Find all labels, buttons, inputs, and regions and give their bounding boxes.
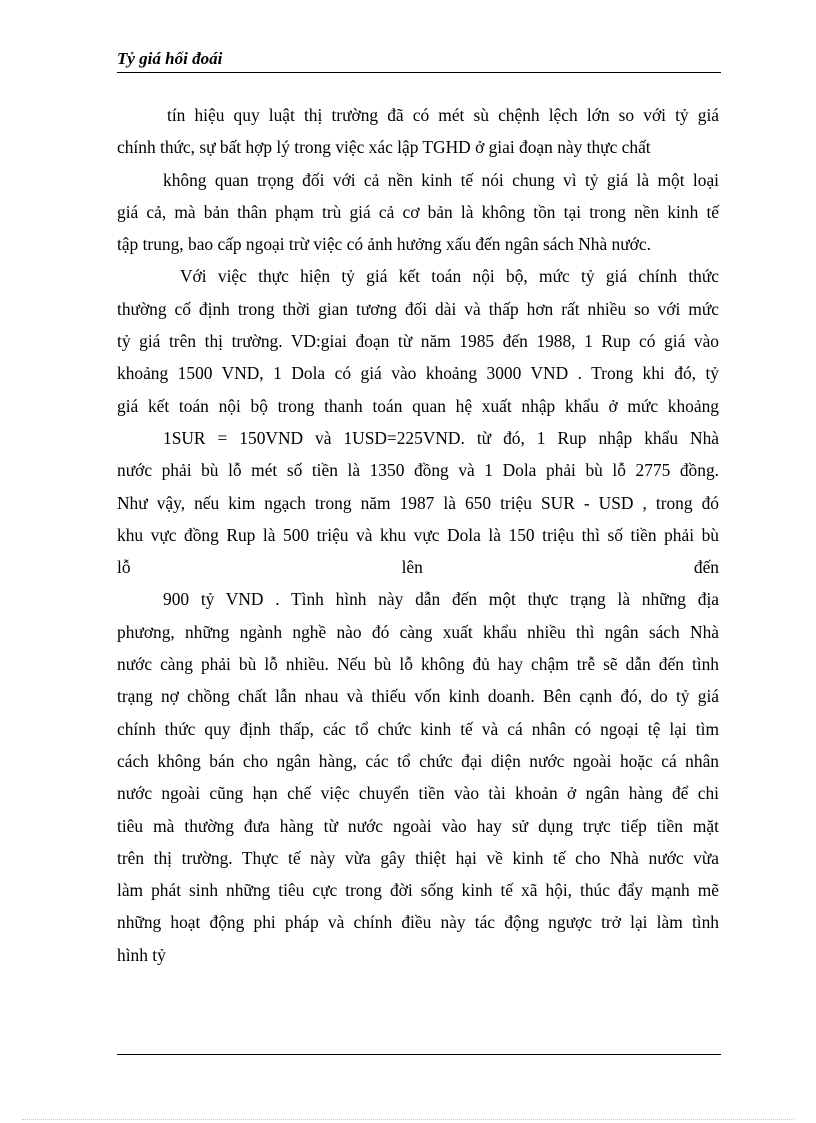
text-line: 900 tỷ VND . Tình hình này dẫn đến một thực trạng là những địa <box>163 589 719 610</box>
text-line: giá kết toán nội bộ trong thanh toán quan hệ xuất nhập khẩu ở mức khoảng <box>117 395 719 416</box>
text-line: chính thức, sự bất hợp lý trong việc xác lập TGHD ở giai đoạn này thực chất <box>117 137 651 158</box>
paragraph-1 <box>117 99 719 164</box>
text-line: chính thức quy định thấp, các tổ chức kinh tế và cá nhân có ngoại tệ lại tìm <box>117 718 719 739</box>
text-line: phương, những ngành nghề nào đó càng xuất khẩu nhiều thì ngân sách Nhà <box>117 621 719 642</box>
text-line: cách không bán cho ngân hàng, các tổ chức đại diện nước ngoài hoặc cá nhân <box>117 750 719 771</box>
text-line: tín hiệu quy luật thị trường đã có mét sù chệnh lệch lớn so với tỷ giá <box>167 105 719 125</box>
text-line: 1SUR = 150VND và 1USD=225VND. từ đó, 1 Rup nhập khẩu Nhà <box>163 427 719 448</box>
paragraph-4 <box>117 422 719 583</box>
text-line: trạng nợ chồng chất lẫn nhau và thiếu vốn kinh doanh. Bên cạnh đó, do tỷ giá <box>117 686 719 707</box>
page-edge-divider <box>22 1119 794 1120</box>
text-line: khu vực đồng Rup là 500 triệu và khu vực Dola là 150 triệu thì số tiền phải bù <box>117 524 719 545</box>
text-line: làm phát sinh những tiêu cực trong đời sống kinh tế xã hội, thúc đẩy mạnh mẽ <box>117 880 719 901</box>
text-line: lỗ lên đến <box>117 557 719 578</box>
text-line: tiêu mà thường đưa hàng từ nước ngoài vào hay sử dụng trực tiếp tiền mặt <box>117 815 719 836</box>
text-line: tập trung, bao cấp ngoại trừ việc có ảnh hưởng xấu đến ngân sách Nhà nước. <box>117 234 651 255</box>
text-line: tỷ giá trên thị trường. VD:giai đoạn từ năm 1985 đến 1988, 1 Rup có giá vào <box>117 331 719 352</box>
footer-divider <box>117 1054 721 1055</box>
text-line: không quan trọng đối với cả nền kinh tế nói chung vì tỷ giá là một loại <box>163 169 719 190</box>
text-line: những hoạt động phi pháp và chính điều này tác động ngược trở lại làm tình <box>117 912 719 933</box>
text-line: trên thị trường. Thực tế này vừa gây thiệt hại về kinh tế cho Nhà nước vừa <box>117 847 719 868</box>
paragraph-2 <box>117 164 719 261</box>
page-header-title: Tỷ giá hối đoái <box>117 49 223 68</box>
text-line: nước phải bù lỗ mét số tiền là 1350 đồng và 1 Dola phải bù lỗ 2775 đồng. <box>117 460 719 481</box>
paragraph-3 <box>117 260 719 421</box>
text-line: khoảng 1500 VND, 1 Dola có giá vào khoảng 3000 VND . Trong khi đó, tỷ <box>117 363 719 384</box>
text-line: Như vậy, nếu kim ngạch trong năm 1987 là 650 triệu SUR - USD , trong đó <box>117 492 719 513</box>
text-line: hình tỷ <box>117 944 166 965</box>
paragraph-5 <box>117 583 719 971</box>
text-line: giá cả, mà bản thân phạm trù giá cả cơ bản là không tồn tại trong nền kinh tế <box>117 201 719 222</box>
page-header <box>117 48 721 73</box>
text-line: nước càng phải bù lỗ nhiều. Nếu bù lỗ không đủ hay chậm trễ sẽ dẫn đến tình <box>117 654 719 675</box>
document-body <box>117 99 719 971</box>
text-line: Với việc thực hiện tỷ giá kết toán nội bộ, mức tỷ giá chính thức <box>180 266 719 287</box>
text-line: thường cố định trong thời gian tương đối dài và thấp hơn rất nhiều so với mức <box>117 298 719 319</box>
text-line: nước ngoài cũng hạn chế việc chuyển tiền vào tài khoản ở ngân hàng để chi <box>117 783 719 804</box>
